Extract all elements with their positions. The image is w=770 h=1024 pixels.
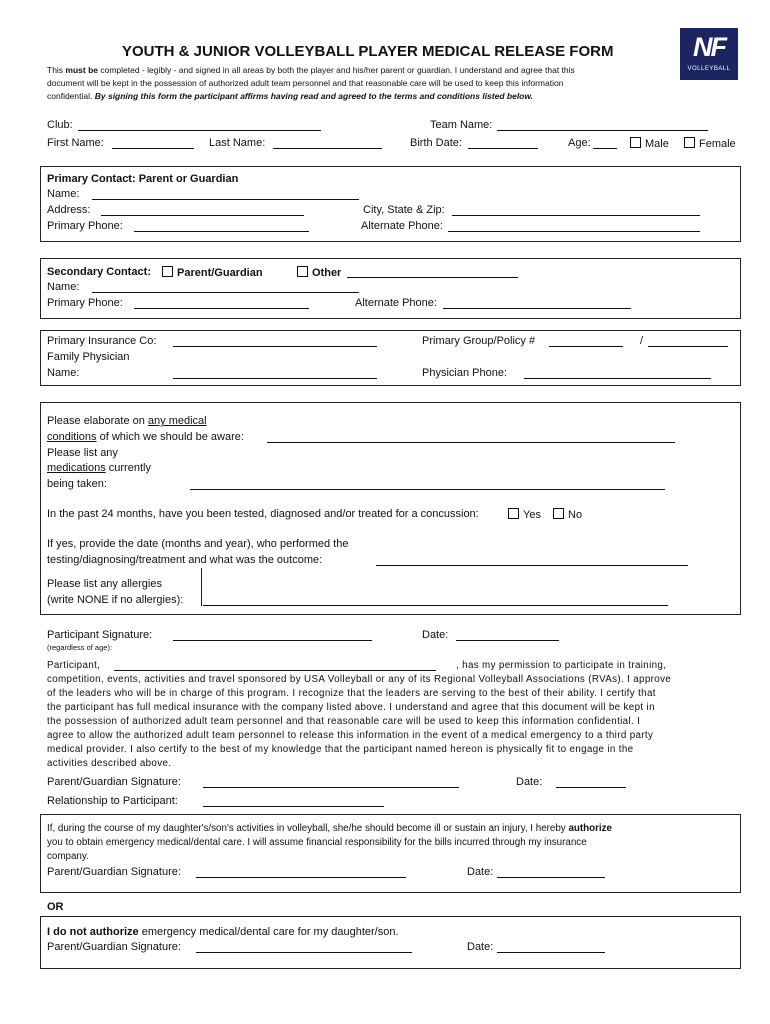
form-title: YOUTH & JUNIOR VOLLEYBALL PLAYER MEDICAL RELEASE FORM: [122, 43, 614, 60]
last-name-field[interactable]: [273, 148, 382, 149]
age-field[interactable]: [593, 148, 617, 149]
intro-line-1: This must be completed - legibly - and signed in all areas by both the player and his/her parent or guardian. I understand and agree that this: [47, 65, 575, 75]
concussion-no-checkbox[interactable]: [553, 508, 564, 519]
physician-name-field[interactable]: [173, 378, 377, 379]
relationship-field[interactable]: [203, 806, 384, 807]
participant-date-field[interactable]: [456, 640, 559, 641]
male-checkbox[interactable]: [630, 137, 641, 148]
primary-phone-field[interactable]: [134, 231, 309, 232]
consent-line-1: competition, events, activities and travel sponsored by USA Volleyball or any of its Regional Volleyball Associations (RVAs). I approve: [47, 674, 672, 685]
physician-phone-field[interactable]: [524, 378, 711, 379]
authorize-signature-label: Parent/Guardian Signature:: [47, 866, 181, 878]
secondary-alt-phone-field[interactable]: [443, 308, 631, 309]
guardian-signature-label: Parent/Guardian Signature:: [47, 776, 181, 788]
guardian-date-label: Date:: [516, 776, 543, 788]
policy-slash: /: [640, 335, 644, 347]
secondary-name-label: Name:: [47, 281, 80, 293]
relationship-label: Relationship to Participant:: [47, 795, 178, 807]
elaborate-line-1: Please elaborate on any medical: [47, 415, 207, 427]
female-checkbox[interactable]: [684, 137, 695, 148]
concussion-details-field[interactable]: [376, 565, 688, 566]
meds-line-2: medications currently: [47, 462, 151, 474]
secondary-phone-field[interactable]: [134, 308, 309, 309]
regardless-of-age-note: (regardless of age):: [47, 643, 113, 652]
team-name-field[interactable]: [497, 130, 708, 131]
other-checkbox[interactable]: [297, 266, 308, 277]
or-label: OR: [47, 901, 64, 913]
medications-field[interactable]: [190, 489, 665, 490]
birth-date-label: Birth Date:: [410, 137, 462, 149]
insurance-label: Primary Insurance Co:: [47, 335, 157, 347]
logo-subtext: VOLLEYBALL: [687, 66, 731, 72]
family-physician-label: Family Physician: [47, 351, 130, 363]
participant-name-field[interactable]: [114, 670, 436, 671]
meds-line-3: being taken:: [47, 478, 107, 490]
secondary-contact-heading: Secondary Contact:: [47, 266, 151, 278]
not-authorize-text: I do not authorize emergency medical/dental care for my daughter/son.: [47, 926, 399, 938]
primary-alt-phone-label: Alternate Phone:: [361, 220, 443, 232]
primary-address-label: Address:: [47, 204, 91, 216]
physician-name-label: Name:: [47, 367, 80, 379]
participant-label: Participant,: [47, 660, 101, 671]
participant-date-label: Date:: [422, 629, 449, 641]
primary-phone-label: Primary Phone:: [47, 220, 123, 232]
primary-alt-phone-field[interactable]: [448, 231, 700, 232]
authorize-date-field[interactable]: [497, 877, 605, 878]
concussion-no-option[interactable]: No: [553, 508, 582, 521]
guardian-date-field[interactable]: [556, 787, 626, 788]
allergies-divider: [201, 568, 202, 606]
female-option[interactable]: Female: [684, 137, 736, 150]
guardian-signature-field[interactable]: [203, 787, 459, 788]
other-field[interactable]: [347, 277, 518, 278]
last-name-label: Last Name:: [209, 137, 266, 149]
not-authorize-date-field[interactable]: [497, 952, 605, 953]
if-yes-line-1: If yes, provide the date (months and year), who performed the: [47, 538, 349, 550]
parent-guardian-checkbox[interactable]: [162, 266, 173, 277]
consent-line-2: of the leaders who will be in charge of this program. I recognize that the leaders are serving to the best of their ability. I certify that: [47, 688, 656, 699]
primary-name-label: Name:: [47, 188, 80, 200]
primary-contact-heading: Primary Contact: Parent or Guardian: [47, 173, 239, 185]
consent-line-3: the participant has full medical insurance with the company listed above. I understand and agree that this document will be kept in: [47, 702, 655, 713]
concussion-yes-option[interactable]: Yes: [508, 508, 541, 521]
insurance-field[interactable]: [173, 346, 377, 347]
consent-line-7: activities described above.: [47, 758, 172, 769]
authorize-line-3: company.: [47, 851, 89, 862]
first-name-label: First Name:: [47, 137, 104, 149]
primary-name-field[interactable]: [92, 199, 359, 200]
authorize-date-label: Date:: [467, 866, 494, 878]
club-label: Club:: [47, 119, 73, 131]
secondary-name-field[interactable]: [92, 292, 359, 293]
primary-city-field[interactable]: [452, 215, 700, 216]
consent-line-5: agree to allow the authorized adult team personnel to release this information in the event of a medical emergency to a third party: [47, 730, 654, 741]
team-name-label: Team Name:: [430, 119, 493, 131]
elaborate-line-2: conditions of which we should be aware:: [47, 431, 244, 443]
intro-line-2: document will be kept in the possession of authorized adult team personnel and that reasonable care will be used to keep this information: [47, 78, 564, 88]
allergies-line-1: Please list any allergies: [47, 578, 162, 590]
primary-address-field[interactable]: [101, 215, 304, 216]
not-authorize-date-label: Date:: [467, 941, 494, 953]
group-policy-label: Primary Group/Policy #: [422, 335, 536, 347]
conditions-field[interactable]: [267, 442, 675, 443]
concussion-yes-checkbox[interactable]: [508, 508, 519, 519]
secondary-phone-label: Primary Phone:: [47, 297, 123, 309]
permission-text: , has my permission to participate in training,: [456, 660, 667, 671]
allergies-field[interactable]: [203, 605, 668, 606]
logo-mark: NF: [693, 32, 725, 62]
male-option[interactable]: Male: [630, 137, 669, 150]
secondary-parent-option[interactable]: Parent/Guardian: [162, 266, 263, 279]
if-yes-line-2: testing/diagnosing/treatment and what was the outcome:: [47, 554, 323, 566]
authorize-line-2: you to obtain emergency medical/dental care. I will assume financial responsibility for the bills incurred through my insurance: [47, 837, 587, 848]
concussion-question: In the past 24 months, have you been tested, diagnosed and/or treated for a concussion:: [47, 508, 479, 520]
club-field[interactable]: [78, 130, 321, 131]
not-authorize-signature-label: Parent/Guardian Signature:: [47, 941, 181, 953]
age-label: Age:: [568, 137, 591, 149]
consent-line-6: medical provider. I also certify to the best of my knowledge that the participant named hereon is physically fit to engage in the: [47, 744, 634, 755]
group-field[interactable]: [549, 346, 623, 347]
nf-volleyball-logo: [680, 28, 738, 80]
primary-city-label: City, State & Zip:: [363, 204, 445, 216]
authorize-line-1: If, during the course of my daughter's/son's activities in volleyball, she/he should become ill or sustain an injury, I hereby authorize: [47, 823, 612, 834]
birth-date-field[interactable]: [468, 148, 538, 149]
secondary-alt-phone-label: Alternate Phone:: [355, 297, 437, 309]
consent-line-4: the possession of authorized adult team personnel and that reasonable care will be used to keep this information confidential. I: [47, 716, 641, 727]
allergies-line-2: (write NONE if no allergies):: [47, 594, 184, 606]
first-name-field[interactable]: [112, 148, 194, 149]
secondary-other-option[interactable]: Other: [297, 266, 341, 279]
meds-line-1: Please list any: [47, 447, 118, 459]
authorize-signature-field[interactable]: [196, 877, 406, 878]
participant-signature-label: Participant Signature:: [47, 629, 153, 641]
policy-field[interactable]: [648, 346, 728, 347]
intro-line-3: confidential. By signing this form the participant affirms having read and agreed to the terms and conditions listed below.: [47, 91, 534, 101]
physician-phone-label: Physician Phone:: [422, 367, 507, 379]
participant-signature-field[interactable]: [173, 640, 372, 641]
not-authorize-signature-field[interactable]: [196, 952, 412, 953]
